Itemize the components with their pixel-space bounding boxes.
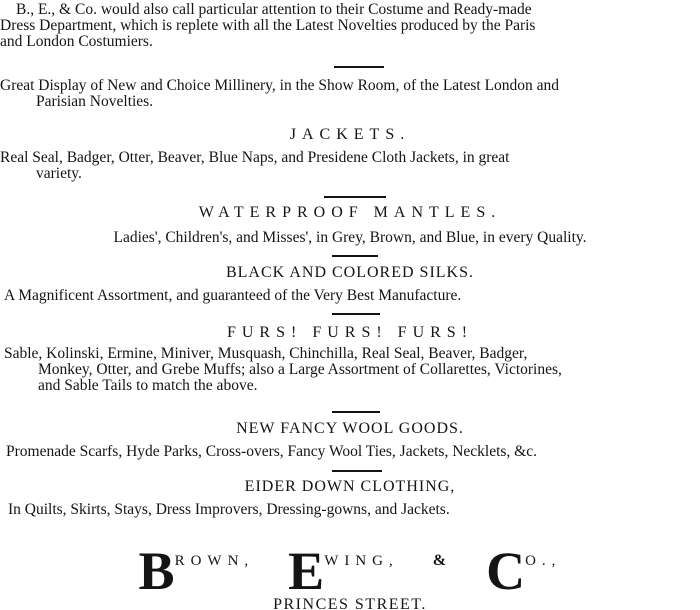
jackets-heading: JACKETS. — [289, 126, 411, 143]
furs-line-2: Monkey, Otter, and Grebe Muffs; also a Large Assortment of Collarettes, Victorines, — [38, 361, 562, 378]
eider-heading: EIDER DOWN CLOTHING, — [244, 478, 456, 495]
divider-rule — [334, 66, 384, 68]
firm-initial-b: B — [138, 541, 175, 601]
furs-heading: FURS! FURS! FURS! — [226, 324, 474, 341]
divider-rule — [332, 255, 378, 257]
wool-line-1: Promenade Scarfs, Hyde Parks, Cross-overs, Fancy Wool Ties, Jackets, Necklets, &c. — [6, 443, 537, 460]
jackets-line-2: variety. — [36, 165, 82, 182]
wool-heading: NEW FANCY WOOL GOODS. — [236, 420, 464, 437]
intro-line-2: Dress Department, which is replete with all the Latest Novelties produced by the Paris — [0, 17, 536, 34]
divider-rule — [332, 411, 380, 413]
millinery-line-2: Parisian Novelties. — [36, 93, 154, 110]
intro-paragraph — [0, 2, 700, 50]
jackets-line-1: Real Seal, Badger, Otter, Beaver, Blue Naps, and Presidene Cloth Jackets, in great — [0, 149, 510, 166]
intro-line-1: B., E., & Co. would also call particular attention to their Costume and Ready-made — [16, 1, 532, 18]
furs-paragraph — [0, 346, 700, 394]
wool-paragraph — [0, 444, 700, 460]
furs-line-3: and Sable Tails to match the above. — [38, 377, 258, 394]
firm-initial-e: E — [288, 541, 325, 601]
silks-heading: BLACK AND COLORED SILKS. — [225, 264, 474, 281]
divider-rule — [332, 470, 382, 472]
divider-rule — [332, 313, 380, 315]
firm-word-brown: ROWN, — [174, 553, 255, 569]
firm-ampersand: & — [432, 552, 447, 569]
eider-line-1: In Quilts, Skirts, Stays, Dress Improvers, Dressing-gowns, and Jackets. — [8, 501, 450, 518]
street-address: PRINCES STREET. — [273, 596, 427, 610]
firm-word-co: O., — [525, 553, 562, 569]
eider-paragraph — [0, 502, 700, 518]
silks-line-1: A Magnificent Assortment, and guaranteed of the Very Best Manufacture. — [4, 287, 462, 304]
millinery-line-1: Great Display of New and Choice Millinery, in the Show Room, of the Latest London and — [0, 77, 560, 94]
firm-name — [0, 540, 700, 602]
silks-paragraph — [0, 288, 700, 304]
millinery-paragraph — [0, 78, 700, 110]
firm-word-ewing: WING, — [324, 553, 399, 569]
jackets-paragraph — [0, 150, 700, 182]
waterproof-line-1: Ladies', Children's, and Misses', in Grey, Brown, and Blue, in every Quality. — [113, 229, 587, 246]
furs-line-1: Sable, Kolinski, Ermine, Miniver, Musquash, Chinchilla, Real Seal, Beaver, Badger, — [4, 345, 528, 362]
divider-rule — [324, 196, 386, 198]
firm-initial-c: C — [486, 541, 526, 601]
waterproof-heading: WATERPROOF MANTLES. — [198, 204, 502, 221]
intro-line-3: and London Costumiers. — [0, 33, 153, 50]
waterproof-paragraph — [0, 230, 700, 246]
